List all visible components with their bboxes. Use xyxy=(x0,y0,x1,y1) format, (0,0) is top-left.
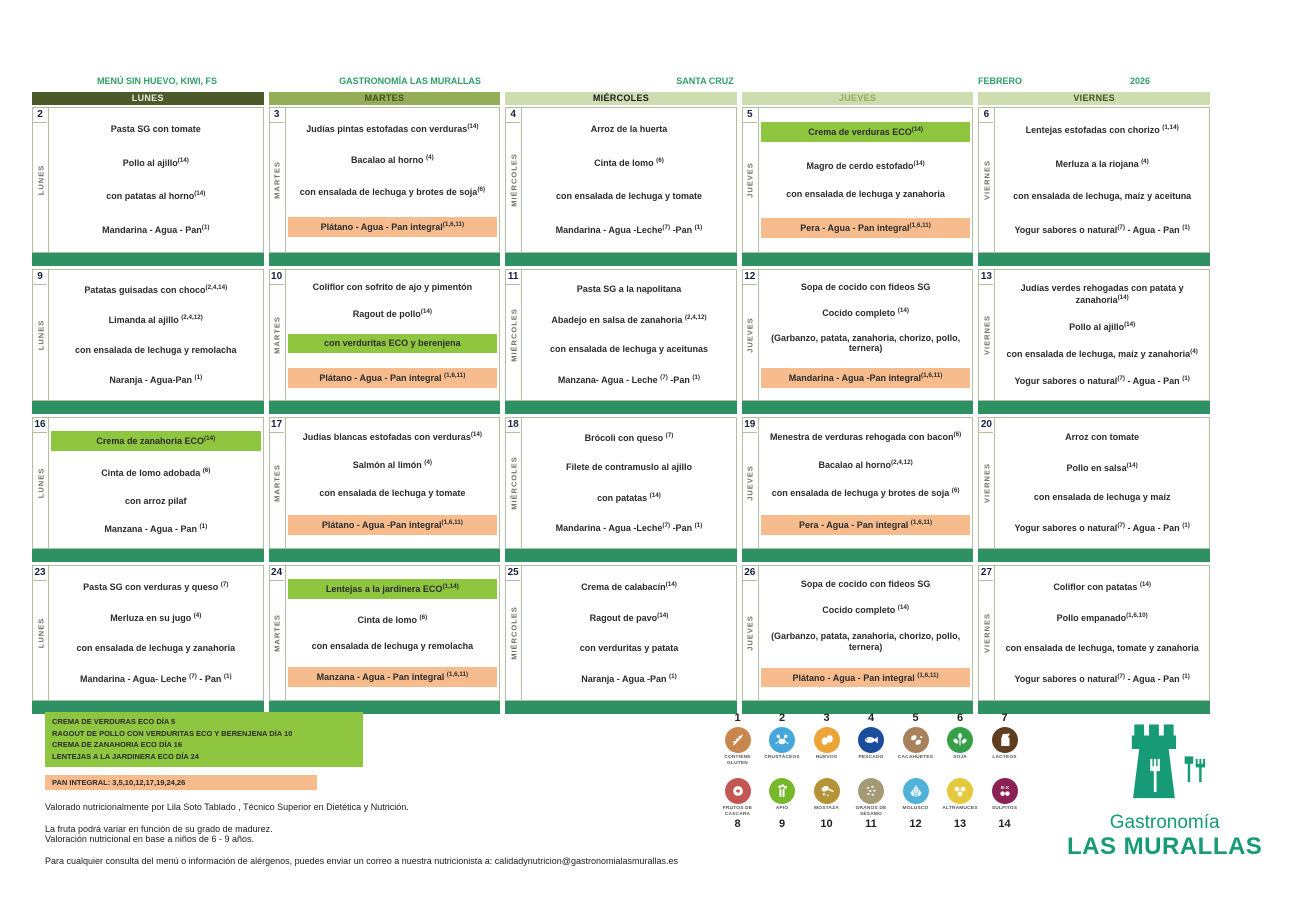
allergen-number: 11 xyxy=(865,818,877,831)
menu-line: Judías pintas estofadas con verduras$^{(14)}$ xyxy=(306,122,479,134)
menu-line: con verduritas y patata xyxy=(579,643,679,654)
menu-line: Mandarina - Agua -Leche$^{(7)}$ -Pan $^{(1)}$ xyxy=(555,521,703,533)
logo-text-line2: LAS MURALLAS xyxy=(1067,832,1263,860)
week-separator-bar xyxy=(742,401,974,414)
day-header: JUEVES xyxy=(742,92,974,105)
menu-line: Salmón al limón $^{(4)}$ xyxy=(352,459,432,471)
day-vertical-label: MIÉRCOLES xyxy=(509,456,519,510)
gluten-icon xyxy=(725,727,751,753)
menu-line: Limanda al ajillo $^{(2,4,12)}$ xyxy=(108,314,203,326)
allergen-number: 2 xyxy=(778,712,786,724)
allergen-item-1 xyxy=(717,712,758,768)
date-number: 13 xyxy=(979,270,993,285)
allergen-item-13 xyxy=(940,776,981,832)
menu-cell-day-24 xyxy=(269,565,501,701)
menu-line: con ensalada de lechuga y aceitunas xyxy=(549,344,709,355)
allergen-number: 14 xyxy=(998,817,1011,830)
location-label: SANTA CRUZ xyxy=(676,76,734,86)
menu-cell-day-25 xyxy=(505,565,737,701)
menu-line: Pollo al ajillo$^{(14)}$ xyxy=(122,156,189,168)
allergen-legend xyxy=(717,712,1025,831)
allergen-item-4 xyxy=(851,712,892,768)
menu-variant-label: MENÚ SIN HUEVO, KIWI, FS xyxy=(96,76,218,86)
menu-grid xyxy=(32,92,1210,717)
date-number: 3 xyxy=(270,108,284,123)
allergen-label: MOSTAZA xyxy=(814,805,839,811)
allergen-label: HUEVOS xyxy=(815,755,838,761)
crustaceans-icon xyxy=(769,727,795,753)
menu-line: Pasta SG a la napolitana xyxy=(576,284,682,295)
day-vertical-label: VIERNES xyxy=(982,463,992,503)
allergen-label: MOLUSCO xyxy=(902,805,929,811)
menu-cell-day-4 xyxy=(505,107,737,253)
menu-cell-day-12 xyxy=(742,269,974,401)
date-number: 11 xyxy=(506,270,520,285)
menu-cell-day-3 xyxy=(269,107,501,253)
date-number: 19 xyxy=(743,418,757,433)
menu-line-pan-highlight: Plátano - Agua - Pan integral $^{(1,6,11)}$ xyxy=(288,368,498,388)
menu-line: con ensalada de lechuga, tomate y zanahoria xyxy=(1005,643,1199,654)
menu-line: Coliflor con patatas $^{(14)}$ xyxy=(1053,580,1152,592)
day-vertical-label: JUEVES xyxy=(745,615,755,651)
nutrition-notes xyxy=(45,802,713,866)
menu-line: Pasta SG con tomate xyxy=(110,123,201,134)
menu-cell-day-19 xyxy=(742,417,974,549)
menu-cell-day-26 xyxy=(742,565,974,701)
menu-line: con ensalada de lechuga, maíz y aceituna xyxy=(1013,191,1192,202)
date-number: 20 xyxy=(979,418,993,433)
day-column-martes xyxy=(269,92,501,717)
menu-line: (Garbanzo, patata, zanahoria, chorizo, pollo, ternera) xyxy=(771,332,961,354)
menu-line: Cinta de lomo $^{(6)}$ xyxy=(357,613,428,625)
menu-line: (Garbanzo, patata, zanahoria, chorizo, pollo, ternera) xyxy=(771,631,961,652)
menu-line: Mandarina - Agua - Pan$^{(1)}$ xyxy=(102,224,210,236)
allergen-label: SULFITOS xyxy=(991,805,1018,811)
day-column-jueves xyxy=(742,92,974,717)
date-number: 5 xyxy=(743,108,757,123)
allergen-label: CONTIENE GLUTEN xyxy=(724,755,751,767)
eggs-icon xyxy=(814,727,840,753)
menu-line: Cinta de lomo $^{(6)}$ xyxy=(594,157,664,169)
menu-cell-day-17 xyxy=(269,417,501,549)
week-separator-bar xyxy=(32,549,264,562)
lupins-icon xyxy=(947,778,973,804)
day-column-viernes xyxy=(978,92,1210,717)
menu-line: Merluza a la riojana $^{(4)}$ xyxy=(1055,157,1149,169)
allergen-item-3 xyxy=(806,712,847,768)
logo-text-line1: Gastronomía xyxy=(1109,812,1220,833)
menu-cell-day-5 xyxy=(742,107,974,253)
menu-line: Arroz con tomate xyxy=(1065,432,1140,443)
castle-fork-icon xyxy=(1117,722,1213,813)
footer-section xyxy=(45,712,1271,866)
menu-cell-day-16 xyxy=(32,417,264,549)
menu-line: Pasta SG con verduras y queso $^{(7)}$ xyxy=(83,580,229,592)
allergen-item-5 xyxy=(895,712,936,768)
week-separator-bar xyxy=(742,253,974,266)
date-number: 4 xyxy=(506,108,520,123)
date-number: 27 xyxy=(979,566,993,581)
menu-cell-day-9 xyxy=(32,269,264,401)
menu-line: Ragout de pollo$^{(14)}$ xyxy=(352,307,432,319)
allergen-row1 xyxy=(717,712,1025,768)
menu-cell-day-10 xyxy=(269,269,501,401)
allergen-item-7 xyxy=(984,712,1025,768)
day-vertical-label: MARTES xyxy=(272,316,282,354)
allergen-label: LACTEOS xyxy=(992,755,1017,761)
menu-line: Judías verdes rehogadas con patata y zanahoria$^{(14)}$ xyxy=(1020,282,1184,305)
day-vertical-label: MIÉRCOLES xyxy=(509,308,519,362)
allergen-label: GRANOS DE SÉSAMO xyxy=(855,805,887,817)
date-number: 6 xyxy=(979,108,993,123)
day-header: MARTES xyxy=(269,92,501,105)
day-vertical-label: LUNES xyxy=(36,164,45,196)
company-logo xyxy=(1067,722,1262,860)
date-number: 25 xyxy=(506,566,520,581)
pan-integral-note: PAN INTEGRAL: 3,5,10,12,17,19,24,26 xyxy=(45,775,317,790)
menu-line-eco-highlight: Crema de verduras ECO$^{(14)}$ xyxy=(761,122,971,142)
menu-line: Yogur sabores o natural$^{(7)}$ - Agua - Pan $^{(1)}$ xyxy=(1014,224,1190,236)
allergen-label: SOJA xyxy=(953,755,967,761)
allergen-item-2 xyxy=(762,712,803,768)
day-vertical-label: LUNES xyxy=(36,319,45,351)
menu-line: con patatas $^{(14)}$ xyxy=(597,491,661,503)
menu-line-eco-highlight: Crema de zanahoria ECO$^{(14)}$ xyxy=(51,431,261,451)
menu-line: con ensalada de lechuga y tomate xyxy=(319,487,466,498)
week-separator-bar xyxy=(269,401,501,414)
day-vertical-label: JUEVES xyxy=(745,317,755,353)
week-separator-bar xyxy=(505,401,737,414)
day-vertical-label: MARTES xyxy=(272,614,282,652)
menu-line: Bacalao al horno $^{(4)}$ xyxy=(351,154,434,166)
menu-line: con ensalada de lechuga y remolacha xyxy=(311,641,474,652)
allergen-label: CACAHUETES xyxy=(897,755,934,761)
menu-line: Crema de calabacín$^{(14)}$ xyxy=(581,580,677,592)
menu-line: Patatas guisadas con choco$^{(2,4,14)}$ xyxy=(84,284,228,296)
date-number: 17 xyxy=(270,418,284,433)
dairy-icon xyxy=(992,727,1018,753)
menu-line: con ensalada de lechuga y zanahoria xyxy=(786,189,945,200)
menu-line-pan-highlight: Manzana - Agua - Pan integral $^{(1,6,11)}$ xyxy=(288,667,498,687)
menu-line: con ensalada de lechuga y brotes de soja$^{(6)}$ xyxy=(299,185,486,197)
date-number: 18 xyxy=(506,418,520,433)
allergen-item-14 xyxy=(984,776,1025,832)
menu-line: Sopa de cocido con fideos SG xyxy=(800,282,931,292)
week-separator-bar xyxy=(32,253,264,266)
day-column-miércoles xyxy=(505,92,737,717)
allergen-number: 8 xyxy=(734,818,741,831)
menu-line: Judías blancas estofadas con verduras$^{(14)}$ xyxy=(302,431,483,443)
date-number: 9 xyxy=(33,270,47,285)
menu-line-pan-highlight: Plátano - Agua -Pan integral$^{(1,6,11)}$ xyxy=(288,515,498,535)
allergen-label: FRUTOS DE CASCARA xyxy=(722,805,753,817)
date-number: 26 xyxy=(743,566,757,581)
svg-text:E-X: E-X xyxy=(1000,785,1009,791)
top-header xyxy=(0,76,1291,90)
day-vertical-label: MIÉRCOLES xyxy=(509,153,519,207)
menu-line: con ensalada de lechuga y remolacha xyxy=(75,344,237,355)
menu-line: Filete de contramuslo al ajillo xyxy=(565,462,692,473)
year-label: 2026 xyxy=(1129,76,1151,86)
allergen-number: 5 xyxy=(912,712,919,724)
allergen-number: 6 xyxy=(956,712,964,724)
menu-line-pan-highlight: Mandarina - Agua -Pan integral$^{(1,6,11)}$ xyxy=(761,368,971,388)
day-vertical-label: VIERNES xyxy=(982,613,992,653)
menu-line: Naranja - Agua -Pan $^{(1)}$ xyxy=(581,673,677,685)
day-vertical-label: JUEVES xyxy=(745,465,755,501)
menu-line-eco-highlight: con verduritas ECO y berenjena xyxy=(288,334,498,353)
day-vertical-label: MIÉRCOLES xyxy=(509,606,519,660)
menu-line: Pollo empanado$^{(1,6,10)}$ xyxy=(1056,611,1148,623)
day-vertical-label: JUEVES xyxy=(745,162,755,198)
date-number: 16 xyxy=(33,418,47,433)
menu-line-pan-highlight: Pera - Agua - Pan integral $^{(1,6,11)}$ xyxy=(761,515,971,535)
footnote: Para cualquier consulta del menú o información de alérgenos, puedes enviar un correo a nuestra nutricionista a: calidadynutricion@gastronomialasmurallas.es xyxy=(45,855,678,866)
allergen-item-8 xyxy=(717,776,758,832)
footnote: Valoración nutricional en base a niños de 6 - 9 años. xyxy=(45,833,254,844)
menu-line: Yogur sabores o natural$^{(7)}$ - Agua - Pan $^{(1)}$ xyxy=(1014,521,1190,533)
menu-line: Bacalao al horno$^{(2,4,12)}$ xyxy=(818,459,913,471)
day-vertical-label: LUNES xyxy=(36,467,45,499)
peanuts-icon xyxy=(903,727,929,753)
menu-cell-day-18 xyxy=(505,417,737,549)
week-separator-bar xyxy=(269,549,501,562)
allergen-label: PESCADO xyxy=(858,755,884,761)
menu-line: Manzana - Agua - Pan $^{(1)}$ xyxy=(104,522,208,534)
week-separator-bar xyxy=(505,549,737,562)
menu-line: Pollo en salsa$^{(14)}$ xyxy=(1066,461,1138,473)
day-vertical-label: LUNES xyxy=(36,617,45,649)
menu-line-pan-highlight: Pera - Agua - Pan integral$^{(1,6,11)}$ xyxy=(761,218,971,238)
celery-icon xyxy=(769,778,795,804)
allergen-number: 4 xyxy=(867,712,875,724)
allergen-item-12 xyxy=(895,776,936,832)
tree-nuts-icon xyxy=(725,778,751,804)
week-separator-bar xyxy=(978,401,1210,414)
allergen-number: 3 xyxy=(823,712,830,724)
menu-line-pan-highlight: Plátano - Agua - Pan integral $^{(1,6,11)}$ xyxy=(761,668,971,688)
menu-line: con ensalada de lechuga y zanahoria xyxy=(76,643,236,654)
day-column-lunes xyxy=(32,92,264,717)
date-number: 2 xyxy=(33,108,47,123)
allergen-number: 1 xyxy=(734,712,741,724)
soy-icon xyxy=(947,727,973,753)
menu-line: Cocido completo $^{(14)}$ xyxy=(822,604,909,616)
eco-days-box xyxy=(45,712,363,767)
allergen-label: ALTRAMUCES xyxy=(942,805,978,811)
menu-line: con ensalada de lechuga, maíz y zanahoria$^{(4)}$ xyxy=(1006,348,1198,360)
week-separator-bar xyxy=(978,549,1210,562)
week-separator-bar xyxy=(505,253,737,266)
allergen-item-10 xyxy=(806,776,847,832)
footer-notes-block xyxy=(45,712,713,866)
eco-note-line: CREMA DE ZANAHORIA ECO DÍA 16 xyxy=(52,740,183,750)
menu-line: Menestra de verduras rehogada con bacon$^{(6)}$ xyxy=(769,431,962,443)
menu-line: Pollo al ajillo$^{(14)}$ xyxy=(1069,320,1136,332)
allergen-number: 10 xyxy=(820,817,833,830)
mustard-icon xyxy=(814,778,840,804)
allergen-item-9 xyxy=(762,776,803,832)
menu-cell-day-2 xyxy=(32,107,264,253)
menu-line-pan-highlight: Plátano - Agua - Pan integral$^{(1,6,11)}$ xyxy=(288,217,498,237)
menu-line: con ensalada de lechuga y brotes de soja $^{(6)}$ xyxy=(771,487,960,499)
week-separator-bar xyxy=(32,401,264,414)
menu-line: Manzana- Agua - Leche $^{(7)}$ -Pan $^{(1)}$ xyxy=(557,373,701,385)
eco-note-line: RAGOUT DE POLLO CON VERDURITAS ECO Y BERENJENA DÍA 10 xyxy=(52,728,293,738)
menu-line: con ensalada de lechuga y maíz xyxy=(1033,492,1171,503)
menu-line: Yogur sabores o natural$^{(7)}$ - Agua - Pan $^{(1)}$ xyxy=(1014,375,1190,387)
menu-line: Naranja - Agua-Pan $^{(1)}$ xyxy=(109,373,203,385)
allergen-number: 12 xyxy=(909,817,922,830)
menu-line: Abadejo en salsa de zanahoria $^{(2,4,12)}$ xyxy=(551,313,707,325)
allergen-label: CRUSTÁCEOS xyxy=(764,755,800,761)
menu-cell-day-11 xyxy=(505,269,737,401)
week-separator-bar xyxy=(978,253,1210,266)
allergen-row2 xyxy=(717,776,1025,832)
menu-cell-day-20 xyxy=(978,417,1210,549)
menu-line: Cocido completo $^{(14)}$ xyxy=(822,306,909,318)
footnote: La fruta podrá variar en función de su grado de madurez. xyxy=(45,823,273,834)
date-number: 10 xyxy=(270,270,284,285)
menu-line: Brócoli con queso $^{(7)}$ xyxy=(584,432,674,444)
eco-note-line: LENTEJAS A LA JARDINERA ECO DÍA 24 xyxy=(52,751,199,761)
fish-icon xyxy=(858,727,884,753)
week-separator-bar xyxy=(269,253,501,266)
day-header: LUNES xyxy=(32,92,264,105)
menu-line: Merluza en su jugo $^{(4)}$ xyxy=(110,611,202,623)
menu-line: con ensalada de lechuga y tomate xyxy=(555,191,703,202)
eco-note-line: CREMA DE VERDURAS ECO DÍA 5 xyxy=(52,717,176,726)
allergen-label: APIO xyxy=(775,805,789,811)
menu-line: Magro de cerdo estofado$^{(14)}$ xyxy=(806,159,925,171)
menu-cell-day-27 xyxy=(978,565,1210,701)
menu-line: con patatas al horno$^{(14)}$ xyxy=(106,190,206,202)
allergen-number: 9 xyxy=(778,817,786,830)
day-header: VIERNES xyxy=(978,92,1210,105)
allergen-item-11 xyxy=(851,776,892,832)
sulphites-icon xyxy=(992,778,1018,804)
date-number: 12 xyxy=(743,270,757,285)
allergen-number: 13 xyxy=(953,817,967,830)
menu-line: Mandarina - Agua -Leche$^{(7)}$ -Pan $^{(1)}$ xyxy=(555,224,703,236)
menu-line: Sopa de cocido con fideos SG xyxy=(800,578,931,589)
day-vertical-label: VIERNES xyxy=(982,315,992,355)
sesame-icon xyxy=(858,778,884,804)
menu-cell-day-13 xyxy=(978,269,1210,401)
menu-cell-day-6 xyxy=(978,107,1210,253)
menu-cell-day-23 xyxy=(32,565,264,701)
allergen-item-6 xyxy=(940,712,981,768)
day-vertical-label: MARTES xyxy=(272,161,282,199)
day-vertical-label: VIERNES xyxy=(982,160,992,200)
mollusc-icon xyxy=(903,778,929,804)
date-number: 23 xyxy=(33,566,47,581)
footnote: Valorado nutricionalmente por Lila Soto Tablado , Técnico Superior en Dietética y Nutrición. xyxy=(45,801,409,812)
menu-line: Mandarina - Agua- Leche $^{(7)}$ - Pan $^{(1)}$ xyxy=(79,673,232,685)
menu-line-eco-highlight: Lentejas a la jardinera ECO$^{(1,14)}$ xyxy=(288,579,498,599)
day-header: MIÉRCOLES xyxy=(505,92,737,105)
menu-line: Arroz de la huerta xyxy=(590,124,668,135)
date-number: 24 xyxy=(270,566,284,581)
menu-line: Lentejas estofadas con chorizo $^{(1,14)}$ xyxy=(1025,123,1179,135)
day-vertical-label: MARTES xyxy=(272,464,282,502)
menu-line: con arroz pilaf xyxy=(125,495,187,506)
brand-label: GASTRONOMÍA LAS MURALLAS xyxy=(339,76,481,86)
menu-line: Cinta de lomo adobada $^{(6)}$ xyxy=(101,467,211,479)
allergen-number: 7 xyxy=(1001,712,1008,724)
menu-line: Yogur sabores o natural$^{(7)}$ - Agua - Pan $^{(1)}$ xyxy=(1014,673,1190,685)
menu-line: Coliflor con sofrito de ajo y pimentón xyxy=(312,282,473,293)
week-separator-bar xyxy=(742,549,974,562)
menu-line: Ragout de pavo$^{(14)}$ xyxy=(589,611,669,623)
month-label: FEBRERO xyxy=(977,76,1023,86)
